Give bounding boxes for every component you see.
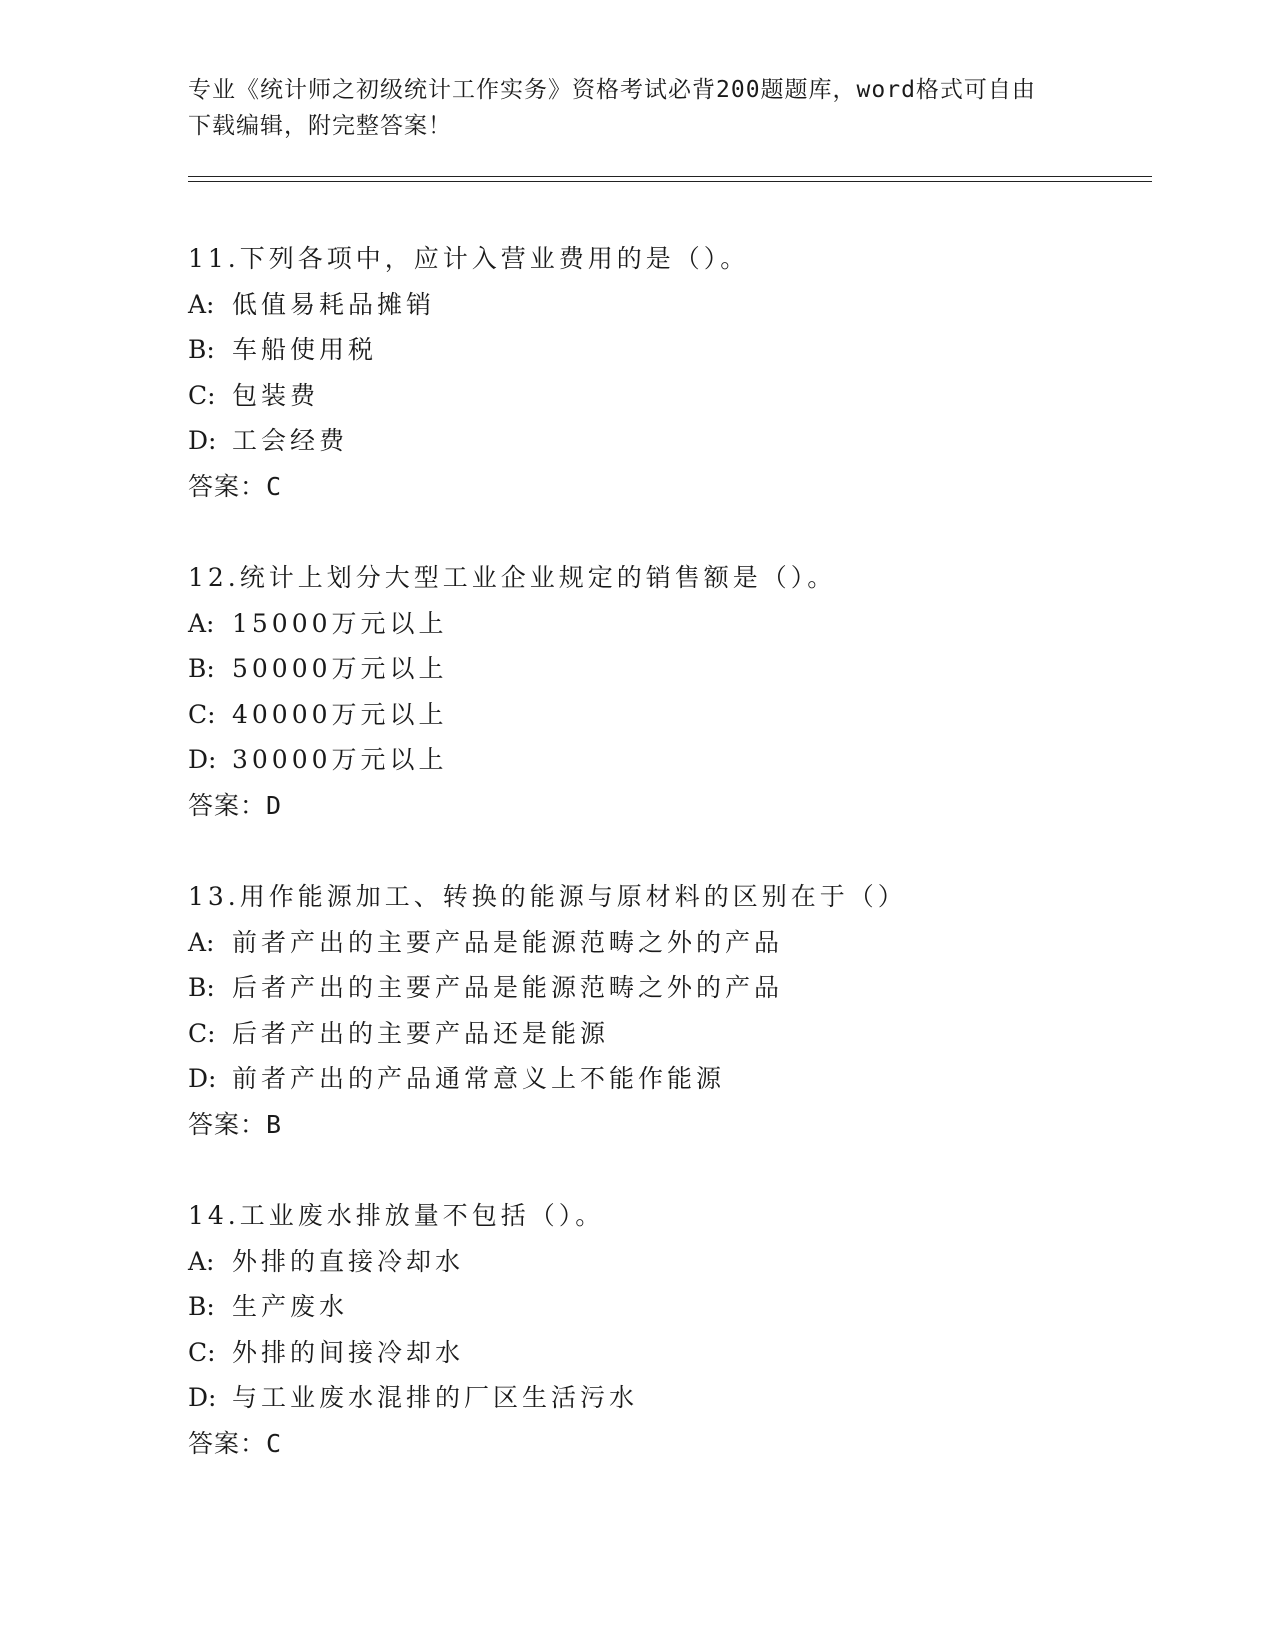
option-b <box>188 1284 1148 1330</box>
option-d <box>188 1056 1148 1102</box>
answer-label: 答案： <box>188 471 267 501</box>
option-text: 外排的直接冷却水 <box>232 1246 465 1276</box>
option-c <box>188 1011 1148 1057</box>
option-text: 生产废水 <box>232 1292 349 1321</box>
answer-line <box>188 464 1148 510</box>
answer-label: 答案： <box>188 1428 267 1458</box>
option-letter: B: <box>188 335 215 364</box>
option-d <box>188 418 1148 464</box>
option-text: 15000万元以上 <box>232 608 448 638</box>
option-a <box>188 282 1148 328</box>
option-letter: B: <box>188 1292 215 1321</box>
option-text: 低值易耗品摊销 <box>232 289 436 319</box>
question-block <box>188 555 1148 828</box>
option-letter: C: <box>188 1018 216 1048</box>
option-b <box>188 327 1148 373</box>
header-divider-top <box>188 176 1152 177</box>
option-letter: C: <box>188 699 216 729</box>
answer-value: B <box>266 1109 283 1139</box>
answer-line <box>188 1102 1148 1148</box>
option-c <box>188 692 1148 738</box>
option-text: 包装费 <box>232 380 320 410</box>
question-stem: 13.用作能源加工、转换的能源与原材料的区别在于（） <box>188 882 907 911</box>
option-text: 与工业废水混排的厂区生活污水 <box>232 1383 639 1412</box>
option-b <box>188 646 1148 692</box>
document-header <box>188 72 1068 144</box>
option-a <box>188 920 1148 966</box>
option-letter: D: <box>188 426 217 455</box>
option-text: 外排的间接冷却水 <box>232 1337 465 1367</box>
option-a <box>188 1239 1148 1285</box>
question-stem: 11.下列各项中，应计入营业费用的是（）。 <box>188 244 750 273</box>
answer-value: C <box>266 1428 283 1458</box>
option-letter: A: <box>188 1246 215 1276</box>
question-stem: 14.工业废水排放量不包括（）。 <box>188 1201 605 1230</box>
option-text: 车船使用税 <box>232 335 378 364</box>
answer-line <box>188 783 1148 829</box>
option-text: 30000万元以上 <box>232 745 448 774</box>
answer-value: D <box>266 790 283 820</box>
option-letter: D: <box>188 1383 217 1412</box>
option-letter: A: <box>188 289 215 319</box>
option-letter: D: <box>188 1064 217 1093</box>
option-letter: B: <box>188 654 215 683</box>
option-b <box>188 965 1148 1011</box>
header-divider-bottom <box>188 181 1152 182</box>
answer-line <box>188 1421 1148 1467</box>
question-block <box>188 236 1148 509</box>
option-d <box>188 1375 1148 1421</box>
option-c <box>188 1330 1148 1376</box>
option-letter: B: <box>188 973 215 1002</box>
option-c <box>188 373 1148 419</box>
option-letter: A: <box>188 927 215 957</box>
option-letter: A: <box>188 608 215 638</box>
option-text: 前者产出的产品通常意义上不能作能源 <box>232 1064 726 1093</box>
option-text: 40000万元以上 <box>232 699 448 729</box>
question-stem: 12.统计上划分大型工业企业规定的销售额是（）。 <box>188 563 837 592</box>
option-a <box>188 601 1148 647</box>
option-letter: D: <box>188 745 217 774</box>
header-line-1: 专业《统计师之初级统计工作实务》资格考试必背200题题库，word格式可自由 <box>188 77 1036 103</box>
option-text: 前者产出的主要产品是能源范畴之外的产品 <box>232 927 784 957</box>
answer-value: C <box>266 471 283 501</box>
header-line-2: 下载编辑，附完整答案！ <box>188 113 452 139</box>
option-d <box>188 737 1148 783</box>
question-block <box>188 1193 1148 1466</box>
option-text: 后者产出的主要产品是能源范畴之外的产品 <box>232 973 784 1002</box>
question-block <box>188 874 1148 1147</box>
option-text: 50000万元以上 <box>232 654 448 683</box>
option-letter: C: <box>188 1337 216 1367</box>
option-letter: C: <box>188 380 216 410</box>
answer-label: 答案： <box>188 1109 267 1139</box>
answer-label: 答案： <box>188 790 267 820</box>
option-text: 后者产出的主要产品还是能源 <box>232 1018 610 1048</box>
option-text: 工会经费 <box>232 426 349 455</box>
